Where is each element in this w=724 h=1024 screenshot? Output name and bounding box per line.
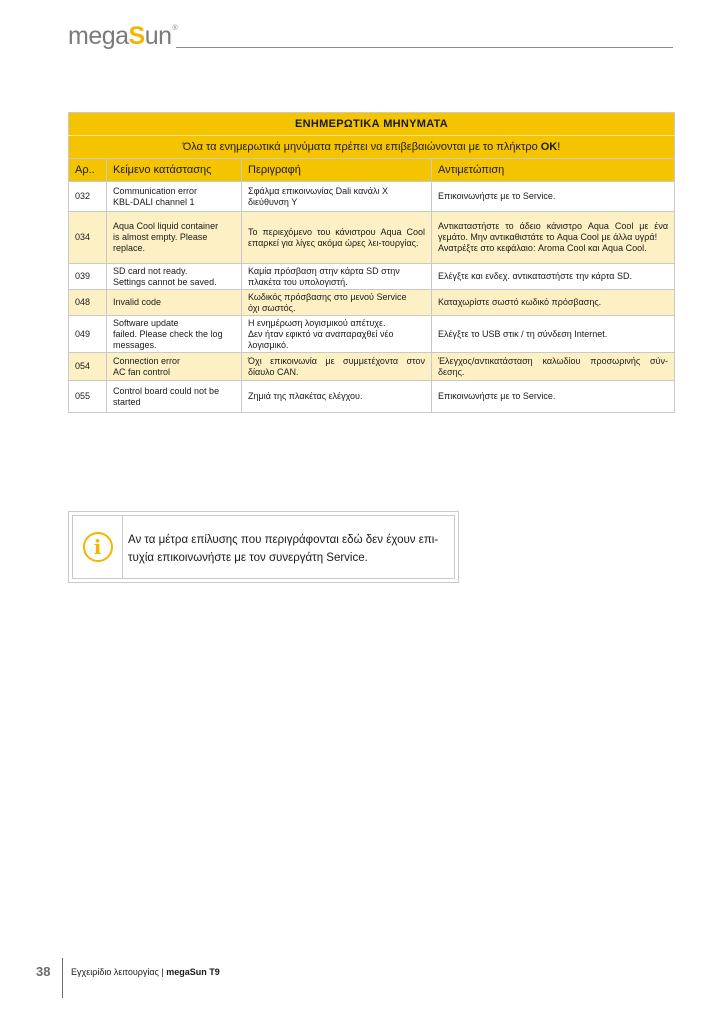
subtitle-end: ! (557, 140, 561, 153)
footer-title (71, 967, 220, 977)
row-action: Επικοινωνήστε με το Service. (432, 182, 675, 212)
row-description: Το περιεχόμενο του κάνιστρου Aqua Cool επαρκεί για λίγες ακόμα ώρες λει-τουργίας. (242, 212, 432, 264)
row-status: Software update failed. Please check the log messages. (107, 316, 242, 353)
row-description: Η ενημέρωση λογισμικού απέτυχε. Δεν ήταν εφικτό να αναπαραχθεί νέο λογισμικό. (242, 316, 432, 353)
row-action: Καταχωρίστε σωστό κωδικό πρόσβασης. (432, 290, 675, 316)
row-status: Connection error AC fan control (107, 353, 242, 381)
info-note-text: Αν τα μέτρα επίλυσης που περιγράφονται εδώ δεν έχουν επι-τυχία επικοινωνήστε με τον συνεργάτη Service. (128, 534, 439, 564)
footer-product-name: megaSun T9 (166, 967, 220, 977)
row-action: Επικοινωνήστε με το Service. (432, 381, 675, 413)
row-number: 048 (69, 290, 107, 316)
header-divider (176, 47, 673, 48)
row-action: Ελέγξτε και ενδεχ. αντικαταστήστε την κάρτα SD. (432, 264, 675, 290)
column-header-description: Περιγραφή (242, 159, 432, 182)
row-status: Invalid code (107, 290, 242, 316)
footer-manual-label: Εγχειρίδιο λειτουργίας | (71, 967, 167, 977)
column-header-action: Αντιμετώπιση (432, 159, 675, 182)
table-row (69, 381, 675, 413)
info-icon: i (83, 532, 113, 562)
table-row (69, 182, 675, 212)
row-number: 039 (69, 264, 107, 290)
row-action: Έλεγχος/αντικατάσταση καλωδίου προσωρινής σύν-δεσης. (432, 353, 675, 381)
row-action (432, 212, 675, 264)
info-note-frame (72, 515, 455, 579)
info-messages-table (68, 112, 675, 413)
row-description: Καμία πρόσβαση στην κάρτα SD στην πλακέτα του υπολογιστή. (242, 264, 432, 290)
table-row (69, 316, 675, 353)
table-row (69, 290, 675, 316)
row-number: 049 (69, 316, 107, 353)
row-status: Communication error KBL-DALI channel 1 (107, 182, 242, 212)
row-action: Ελέγξτε το USB στικ / τη σύνδεση Internet. (432, 316, 675, 353)
subtitle-text: Όλα τα ενημερωτικά μηνύματα πρέπει να επιβεβαιώνονται με το πλήκτρο (182, 140, 541, 153)
row-status: Control board could not be started (107, 381, 242, 413)
row-number: 055 (69, 381, 107, 413)
table-row (69, 264, 675, 290)
column-header-status: Κείμενο κατάστασης (107, 159, 242, 182)
table-row (69, 212, 675, 264)
row-number: 034 (69, 212, 107, 264)
row-action-reference: Ανατρέξτε στο κεφάλαιο: Aroma Cool και Aqua Cool. (438, 243, 647, 253)
row-description: Σφάλμα επικοινωνίας Dali κανάλι X διεύθυνση Y (242, 182, 432, 212)
info-note-box (68, 511, 459, 583)
row-number: 032 (69, 182, 107, 212)
row-status: SD card not ready. Settings cannot be saved. (107, 264, 242, 290)
row-status: Aqua Cool liquid container is almost empty. Please replace. (107, 212, 242, 264)
row-description: Όχι επικοινωνία με συμμετέχοντα στον δίαυλο CAN. (242, 353, 432, 381)
info-icon-cell (73, 516, 123, 578)
row-description: Ζημιά της πλακέτας ελέγχου. (242, 381, 432, 413)
table-subtitle (69, 136, 675, 159)
logo-text-un: un (144, 22, 172, 50)
registered-mark: ® (172, 25, 178, 32)
megasun-logo (68, 22, 178, 52)
row-action-text: Αντικαταστήστε το άδειο κάνιστρο Aqua Cool με ένα γεμάτο. Μην αντικαθιστάτε το Aqua Cool με άλλα υγρά! (438, 221, 669, 242)
logo-text-mega: mega (68, 22, 129, 50)
page-number: 38 (36, 964, 51, 979)
table-row (69, 353, 675, 381)
subtitle-ok-key: OK (540, 140, 558, 153)
footer-divider (62, 958, 63, 998)
logo-text-s: S (128, 22, 145, 50)
row-number: 054 (69, 353, 107, 381)
table-title: ΕΝΗΜΕΡΩΤΙΚΑ ΜΗΝΥΜΑΤΑ (69, 113, 675, 136)
row-description: Κωδικός πρόσβασης στο μενού Service όχι σωστός. (242, 290, 432, 316)
column-header-number: Αρ.. (69, 159, 107, 182)
